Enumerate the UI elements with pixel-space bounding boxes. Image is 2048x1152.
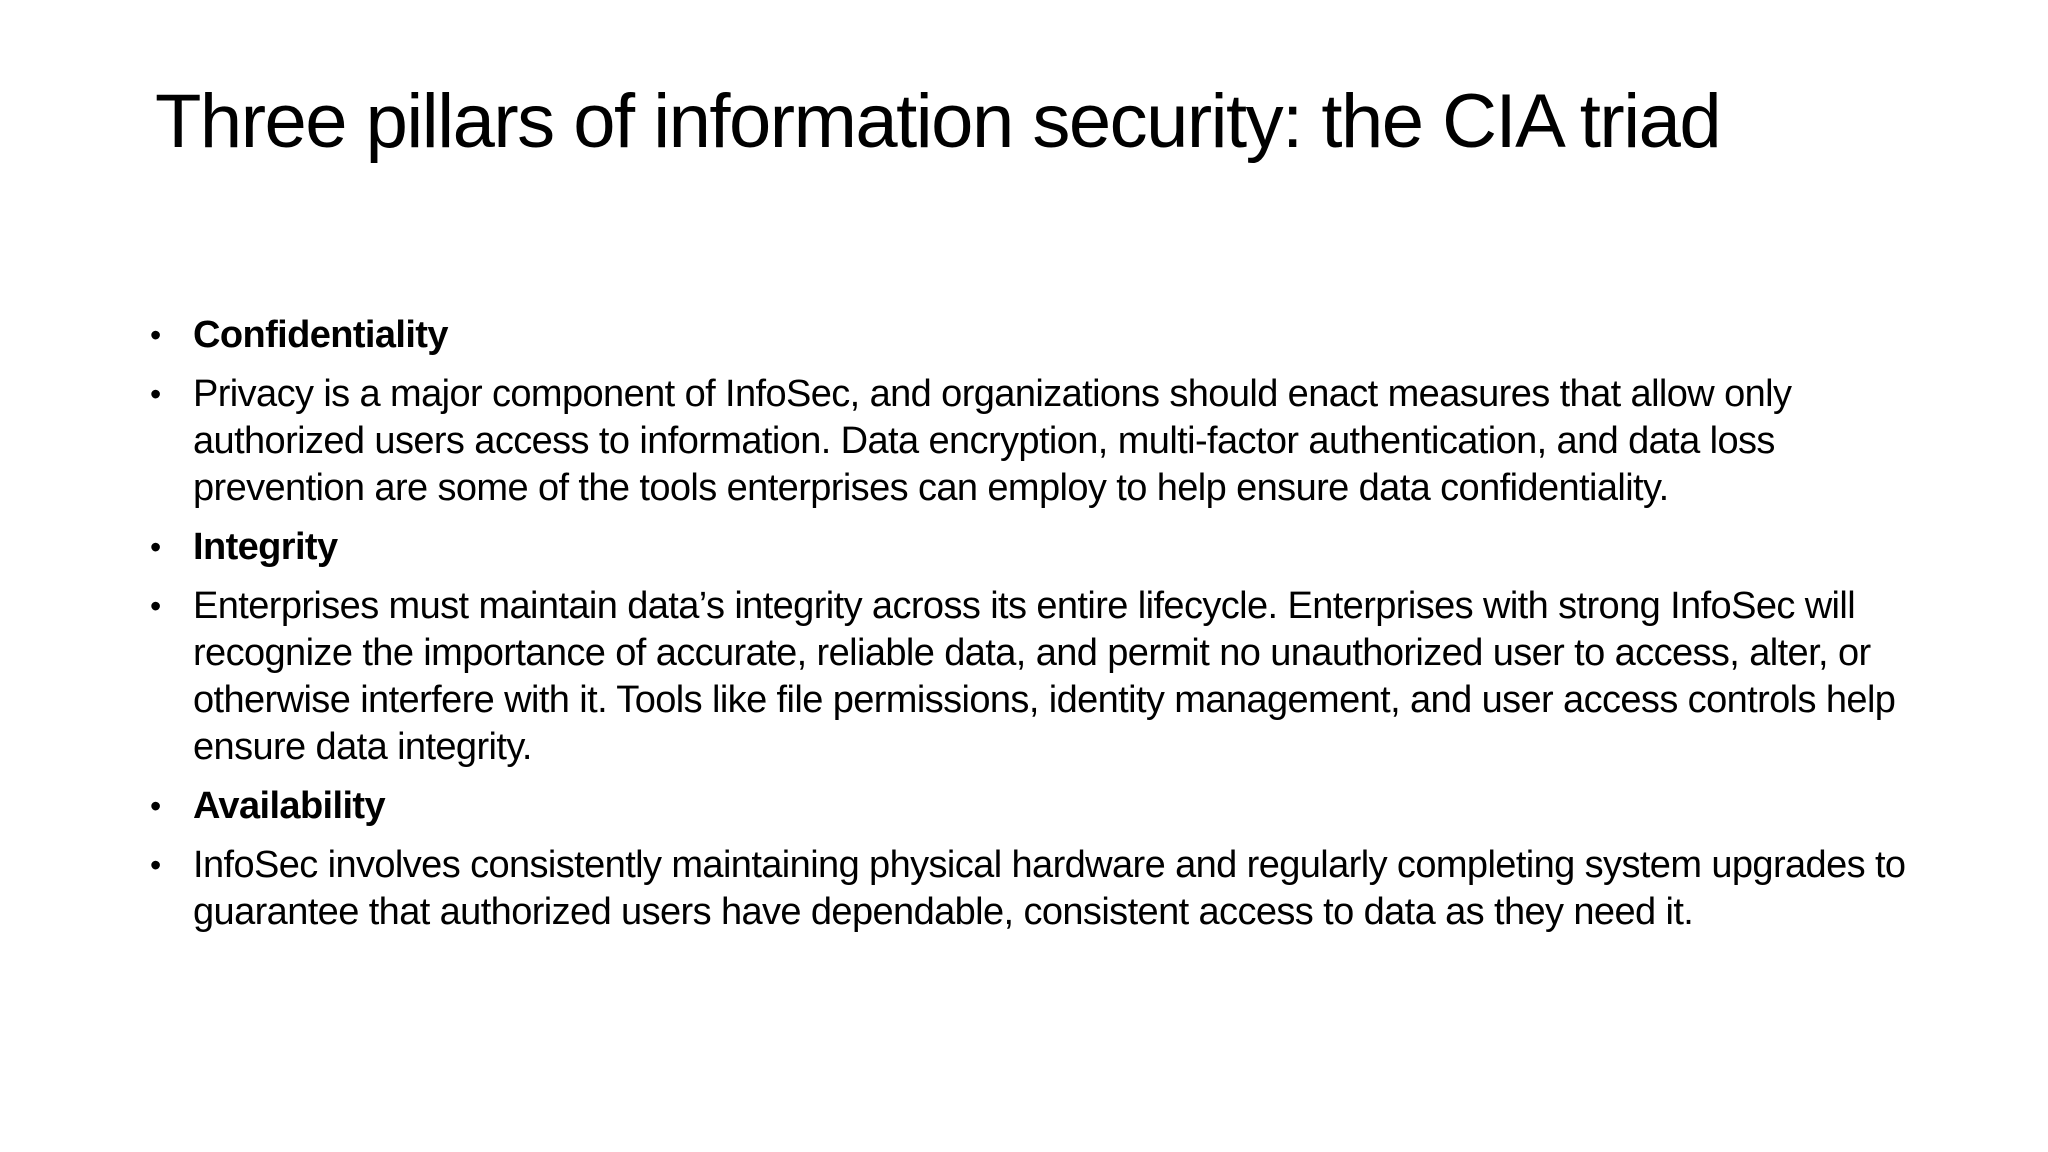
bullet-text: Confidentiality [193,314,448,356]
bullet-text: Enterprises must maintain data’s integrity across its entire lifecycle. Enterprises with strong InfoSec will recognize the importance of accurate, reliable data, and permit no unauthorized user to access, alter, or otherwise interfere with it. Tools like file permissions, identity management, and user access controls help ensure data integrity. [193,585,1896,768]
bullet-text: InfoSec involves consistently maintaining physical hardware and regularly completing system upgrades to guarantee that authorized users have dependable, consistent access to data as they need it. [193,844,1906,933]
bullet-icon: • [150,788,161,824]
bullet-icon: • [150,588,161,624]
bullet-item-integrity-heading [150,524,1910,571]
bullet-text: Integrity [193,526,338,568]
bullet-list [150,312,1910,948]
bullet-text: Availability [193,785,386,827]
bullet-icon: • [150,529,161,565]
bullet-icon: • [150,317,161,353]
slide-title: Three pillars of information security: the CIA triad [155,79,1721,164]
bullet-item-availability-heading [150,783,1910,830]
bullet-text: Privacy is a major component of InfoSec, and organizations should enact measures that allow only authorized users access to information. Data encryption, multi-factor authentication, and data loss prevention are some of the tools enterprises can employ to help ensure data confidentiality. [193,373,1792,509]
bullet-item-availability-body [150,842,1910,936]
bullet-item-confidentiality-body [150,371,1910,512]
bullet-item-integrity-body [150,583,1910,771]
bullet-item-confidentiality-heading [150,312,1910,359]
bullet-icon: • [150,376,161,412]
bullet-icon: • [150,847,161,883]
